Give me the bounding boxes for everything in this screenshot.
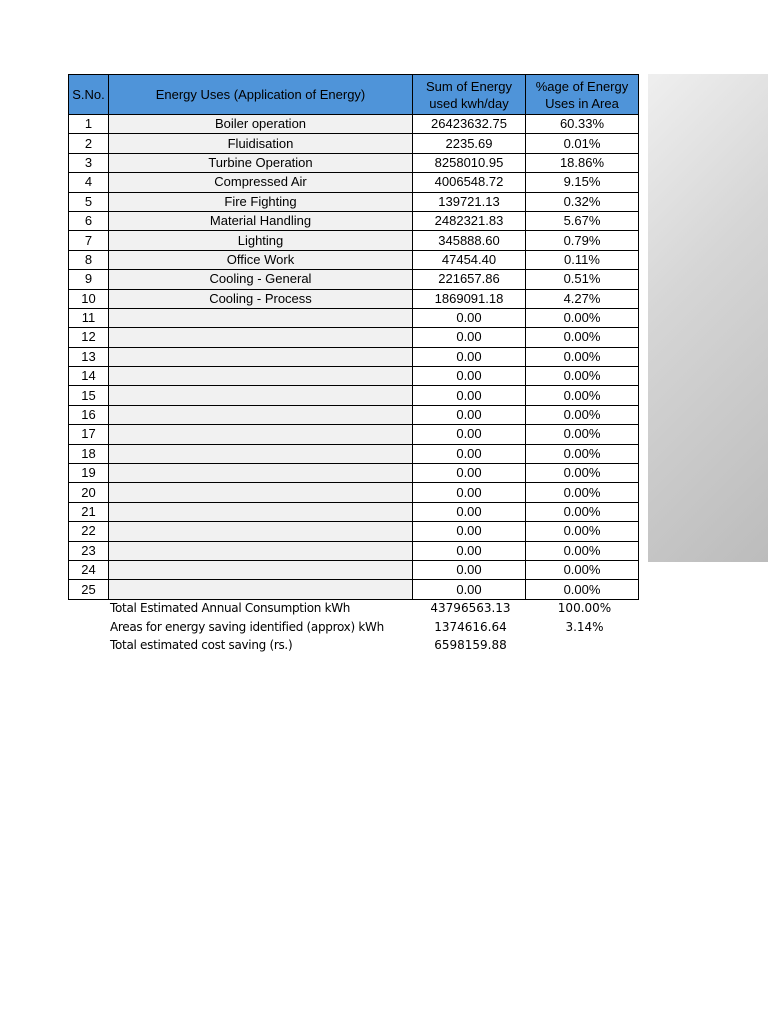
cell-energy-use: Fire Fighting [109,192,413,211]
cell-sum-energy: 0.00 [413,580,526,599]
cell-sum-energy: 0.00 [413,386,526,405]
cell-energy-use [109,502,413,521]
cell-sum-energy: 4006548.72 [413,173,526,192]
summary-total-consumption [110,599,650,618]
summary-percent: 100.00% [557,601,612,615]
cell-sum-energy: 0.00 [413,502,526,521]
cell-pct-energy: 0.00% [526,425,639,444]
cell-energy-use: Turbine Operation [109,153,413,172]
table-row [69,386,639,405]
table-row [69,405,639,424]
cell-energy-use: Lighting [109,231,413,250]
cell-pct-energy: 0.00% [526,541,639,560]
cell-sno: 15 [69,386,109,405]
cell-energy-use [109,580,413,599]
summary-percent: 3.14% [565,619,604,634]
cell-sum-energy: 2235.69 [413,134,526,153]
header-pct-energy: %age of Energy Uses in Area [526,75,639,115]
cell-sno: 23 [69,541,109,560]
cell-pct-energy: 0.00% [526,367,639,386]
cell-energy-use [109,541,413,560]
summary-label: Total estimated cost saving (rs.) [110,638,293,652]
cell-energy-use: Cooling - Process [109,289,413,308]
cell-energy-use [109,328,413,347]
cell-sno: 12 [69,328,109,347]
cell-sno: 20 [69,483,109,502]
cell-pct-energy: 9.15% [526,173,639,192]
table-row [69,483,639,502]
table-row [69,464,639,483]
table-row [69,367,639,386]
table-row [69,541,639,560]
cell-pct-energy: 18.86% [526,153,639,172]
table-row [69,444,639,463]
cell-pct-energy: 0.11% [526,250,639,269]
cell-energy-use [109,483,413,502]
cell-sum-energy: 8258010.95 [413,153,526,172]
header-sno: S.No. [69,75,109,115]
cell-pct-energy: 0.00% [526,522,639,541]
cell-pct-energy: 4.27% [526,289,639,308]
cell-pct-energy: 0.00% [526,580,639,599]
cell-pct-energy: 60.33% [526,115,639,134]
summary-label: Total Estimated Annual Consumption kWh [110,601,351,615]
header-sum-energy: Sum of Energy used kwh/day [413,75,526,115]
cell-pct-energy: 0.00% [526,347,639,366]
cell-sno: 8 [69,250,109,269]
cell-energy-use [109,405,413,424]
cell-energy-use: Compressed Air [109,173,413,192]
cell-sum-energy: 0.00 [413,522,526,541]
energy-uses-table [68,74,639,600]
cell-sum-energy: 2482321.83 [413,211,526,230]
cell-energy-use: Office Work [109,250,413,269]
table-row [69,153,639,172]
cell-pct-energy: 0.00% [526,464,639,483]
cell-pct-energy: 5.67% [526,211,639,230]
cell-pct-energy: 0.51% [526,270,639,289]
cell-energy-use [109,386,413,405]
summary-value: 6598159.88 [434,638,507,652]
cell-sno: 14 [69,367,109,386]
cell-pct-energy: 0.32% [526,192,639,211]
table-row [69,250,639,269]
cell-sum-energy: 0.00 [413,560,526,579]
cell-pct-energy: 0.01% [526,134,639,153]
cell-energy-use [109,560,413,579]
table-row [69,173,639,192]
cell-energy-use: Fluidisation [109,134,413,153]
cell-sno: 11 [69,308,109,327]
cell-pct-energy: 0.00% [526,502,639,521]
table-row [69,270,639,289]
cell-sno: 10 [69,289,109,308]
table-row [69,425,639,444]
table-row [69,231,639,250]
table-header-row [69,75,639,115]
cell-sum-energy: 0.00 [413,347,526,366]
cell-sno: 3 [69,153,109,172]
cell-pct-energy: 0.79% [526,231,639,250]
cell-pct-energy: 0.00% [526,560,639,579]
table-row [69,211,639,230]
cell-pct-energy: 0.00% [526,328,639,347]
table-row [69,134,639,153]
cell-sno: 19 [69,464,109,483]
cell-sum-energy: 26423632.75 [413,115,526,134]
cell-pct-energy: 0.00% [526,405,639,424]
table-row [69,192,639,211]
header-energy-uses: Energy Uses (Application of Energy) [109,75,413,115]
table-row [69,115,639,134]
cell-sum-energy: 1869091.18 [413,289,526,308]
summary-value: 1374616.64 [434,619,507,634]
cell-energy-use [109,367,413,386]
cell-sum-energy: 0.00 [413,464,526,483]
table-row [69,328,639,347]
table-row [69,502,639,521]
cell-sno: 5 [69,192,109,211]
summary-value: 43796563.13 [430,601,511,615]
table-row [69,522,639,541]
cell-sum-energy: 0.00 [413,483,526,502]
cell-pct-energy: 0.00% [526,444,639,463]
side-gray-panel [648,74,768,562]
summary-block [110,599,650,655]
cell-energy-use: Material Handling [109,211,413,230]
cell-sum-energy: 0.00 [413,405,526,424]
cell-sum-energy: 0.00 [413,367,526,386]
cell-energy-use [109,464,413,483]
cell-sum-energy: 139721.13 [413,192,526,211]
cell-sno: 24 [69,560,109,579]
cell-sum-energy: 0.00 [413,425,526,444]
cell-pct-energy: 0.00% [526,386,639,405]
cell-sno: 17 [69,425,109,444]
cell-energy-use [109,425,413,444]
summary-saving-areas [110,618,650,637]
cell-sno: 6 [69,211,109,230]
cell-sno: 9 [69,270,109,289]
cell-sno: 22 [69,522,109,541]
cell-sum-energy: 0.00 [413,308,526,327]
cell-sum-energy: 221657.86 [413,270,526,289]
cell-sum-energy: 47454.40 [413,250,526,269]
cell-sum-energy: 345888.60 [413,231,526,250]
table-row [69,289,639,308]
summary-label: Areas for energy saving identified (approx) kWh [110,619,384,634]
cell-pct-energy: 0.00% [526,483,639,502]
cell-sum-energy: 0.00 [413,328,526,347]
cell-sno: 4 [69,173,109,192]
cell-energy-use: Boiler operation [109,115,413,134]
cell-energy-use [109,522,413,541]
cell-sno: 25 [69,580,109,599]
cell-sum-energy: 0.00 [413,541,526,560]
table-body [69,115,639,600]
table-row [69,580,639,599]
cell-sno: 2 [69,134,109,153]
cell-energy-use: Cooling - General [109,270,413,289]
table-row [69,308,639,327]
cell-sum-energy: 0.00 [413,444,526,463]
cell-sno: 13 [69,347,109,366]
cell-sno: 1 [69,115,109,134]
cell-energy-use [109,308,413,327]
table-row [69,347,639,366]
cell-energy-use [109,347,413,366]
table-row [69,560,639,579]
cell-sno: 18 [69,444,109,463]
cell-pct-energy: 0.00% [526,308,639,327]
summary-cost-saving [110,636,650,655]
cell-sno: 7 [69,231,109,250]
cell-sno: 16 [69,405,109,424]
cell-sno: 21 [69,502,109,521]
cell-energy-use [109,444,413,463]
